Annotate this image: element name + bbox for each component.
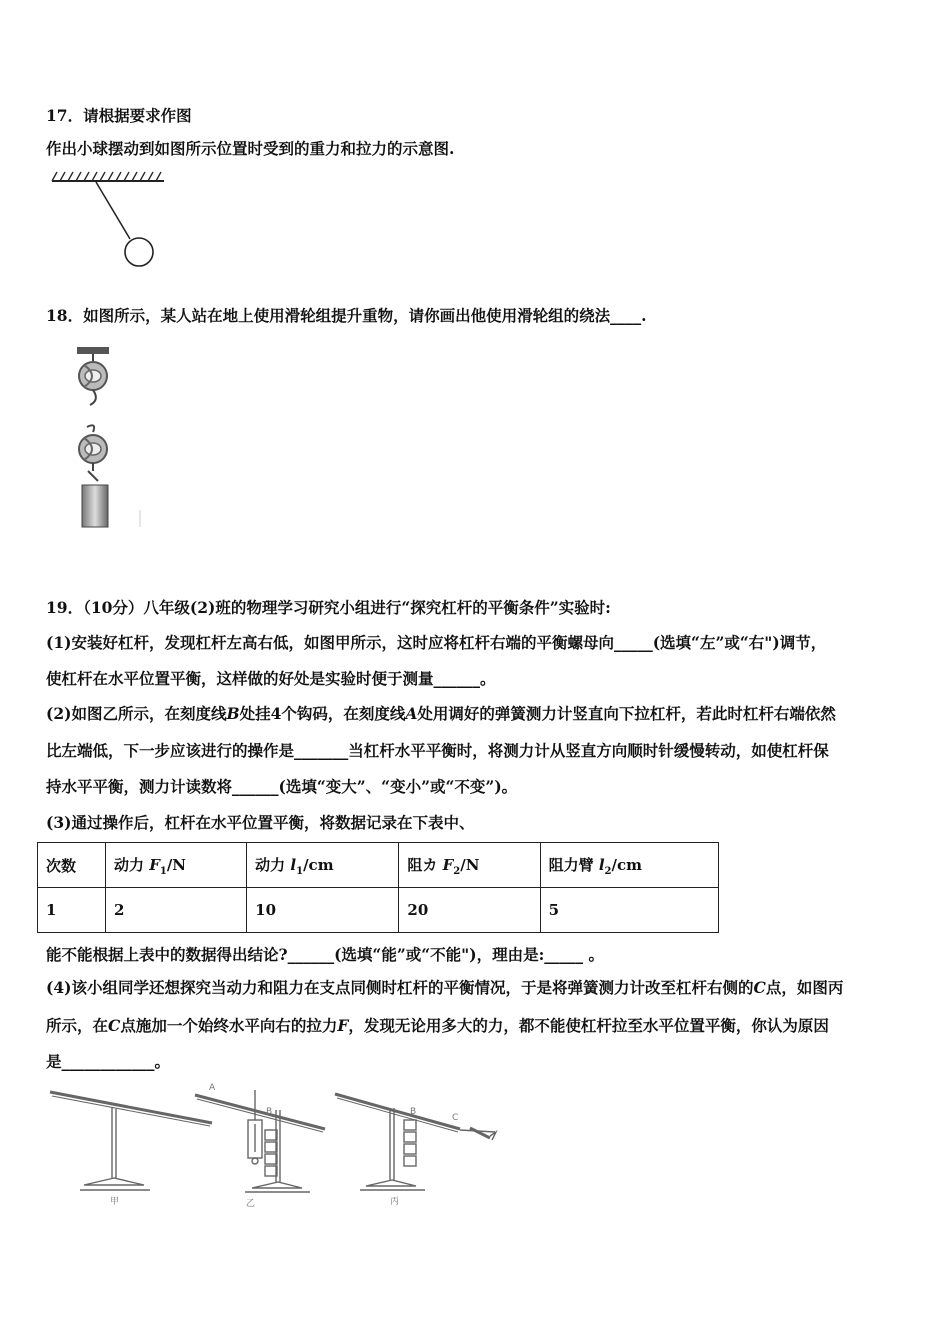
q19-p4b: 所示，在C点施加一个始终水平向右的拉力F，发现无论用多大的力，都不能使杠杆拉至水平位置平衡，你认为原因	[46, 1016, 829, 1035]
table-header-row	[38, 843, 719, 888]
pulley-figure	[70, 345, 150, 530]
cell: 2	[105, 888, 246, 933]
lever-figure-jia	[50, 1092, 212, 1207]
th-load: 阻カ $F_2/N$	[399, 843, 540, 888]
ceiling-hatch	[52, 172, 161, 181]
q17-title: 17．请根据要求作图	[46, 106, 192, 125]
fixed-pulley	[79, 362, 107, 405]
q19-p4a: (4)该小组同学还想探究当动力和阻力在支点同侧时杠杆的平衡情况，于是将弹簧测力计改至杠杆右侧的C点，如图丙	[46, 978, 844, 997]
lever-figure-bing	[335, 1094, 496, 1207]
label-B: B	[266, 1107, 273, 1117]
th-load-arm: 阻力臂 $l_2/cm$	[540, 843, 718, 888]
th-count: 次数	[38, 843, 106, 888]
q19-p3-question: 能不能根据上表中的数据得出结论?______(选填“能”或“不能")，理由是:_____ 。	[46, 945, 604, 964]
string	[96, 182, 130, 239]
q19-p2c: 持水平平衡，测力计读数将______(选填“变大”、“变小”或“不变”)。	[46, 777, 518, 796]
q19-p1a: (1)安装好杠杆，发现杠杆左高右低，如图甲所示，这时应将杠杆右端的平衡螺母向_____(选填“左”或“右")调节，	[46, 633, 827, 652]
q18-text: 18．如图所示，某人站在地上使用滑轮组提升重物，请你画出他使用滑轮组的绕法____.	[46, 306, 647, 325]
label-bing: 丙	[390, 1197, 400, 1207]
cell: 20	[399, 888, 540, 933]
table-row	[38, 888, 719, 933]
lever-figure-yi	[195, 1083, 325, 1209]
cell: 5	[540, 888, 718, 933]
q19-p2a: (2)如图乙所示，在刻度线B处挂4个钩码，在刻度线A处用调好的弹簧测力计竖直向下拉杠杆，若此时杠杆右端依然	[46, 704, 836, 723]
th-effort-arm: 动力 $l_1/cm$	[247, 843, 399, 888]
q19-p2b: 比左端低，下一步应该进行的操作是_______当杠杆水平平衡时，将测力计从竖直方向顺时针缓慢转动，如使杠杆保	[46, 741, 829, 760]
movable-pulley	[79, 425, 107, 481]
q19-intro: 19．（10分）八年级(2)班的物理学习研究小组进行“探究杠杆的平衡条件”实验时:	[46, 598, 611, 617]
cell: 1	[38, 888, 106, 933]
q19-p3: (3)通过操作后，杠杆在水平位置平衡，将数据记录在下表中、	[46, 813, 475, 832]
cell: 10	[247, 888, 399, 933]
pendulum-figure	[44, 170, 174, 274]
label-yi: 乙	[246, 1199, 256, 1209]
q17-text: 作出小球摆动到如图所示位置时受到的重力和拉力的示意图.	[46, 139, 455, 158]
label-jia: 甲	[110, 1197, 120, 1207]
th-effort: 动力 $F_1/N$	[105, 843, 246, 888]
lever-figures	[40, 1080, 510, 1210]
label-A: A	[209, 1083, 216, 1093]
data-table	[37, 842, 719, 933]
label-C: C	[452, 1113, 459, 1123]
weight	[82, 485, 108, 527]
q19-p1b: 使杠杆在水平位置平衡，这样做的好处是实验时便于测量______。	[46, 669, 496, 688]
ball	[125, 238, 153, 266]
q19-p4c: 是____________。	[46, 1052, 171, 1071]
label-B-bing: B	[410, 1107, 417, 1117]
